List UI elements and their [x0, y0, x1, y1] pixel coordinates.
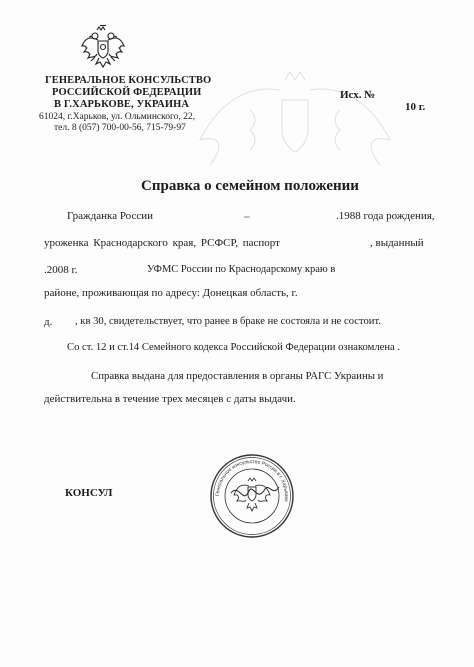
body-line-2b: , выданный: [370, 237, 424, 249]
body-line-2a: уроженка Краснодарского края, РСФСР, паспорт: [44, 237, 280, 249]
body-line-7: Справка выдана для предоставления в органы РАГС Украины и: [91, 370, 384, 382]
consulate-name-line1: ГЕНЕРАЛЬНОЕ КОНСУЛЬСТВО: [45, 75, 212, 86]
body-line-1a: Гражданка России: [67, 210, 153, 222]
signature-scribble: [231, 487, 279, 496]
consulate-name-line3: В Г.ХАРЬКОВЕ, УКРАИНА: [54, 99, 190, 110]
document-title: Справка о семейном положении: [141, 178, 359, 194]
ink-speck: [244, 216, 250, 218]
body-line-3b: УФМС России по Краснодарскому краю в: [147, 264, 336, 275]
official-stamp-icon: [209, 453, 295, 539]
stamp-eagle-icon: [234, 478, 270, 511]
faded-emblem-watermark: [190, 70, 400, 190]
outgoing-date-year: 10 г.: [405, 101, 426, 113]
consulate-address: 61024, г.Харьков, ул. Ольминского, 22,: [39, 112, 196, 122]
coat-of-arms-emblem-icon: [80, 24, 126, 70]
consulate-phone: тел. 8 (057) 700-00-56, 715-79-97: [54, 123, 186, 133]
outgoing-number-label: Исх. №: [340, 89, 376, 101]
consulate-name-line2: РОССИЙСКОЙ ФЕДЕРАЦИИ: [52, 87, 202, 98]
body-line-1b: .1988 года рождения,: [336, 210, 435, 222]
stamp-ring-text: Генеральное консульство России в г. Харькове: [214, 458, 290, 503]
consul-signature-label: КОНСУЛ: [65, 487, 113, 499]
body-line-6: Со ст. 12 и ст.14 Семейного кодекса Российской Федерации ознакомлена .: [67, 342, 401, 353]
body-line-3a: .2008 г.: [44, 264, 78, 276]
body-line-8: действительна в течение трех месяцев с даты выдачи.: [44, 393, 296, 405]
body-line-5b: , кв 30, свидетельствует, что ранее в браке не состояла и не состоит.: [75, 316, 381, 327]
body-line-4: районе, проживающая по адресу: Донецкая область, г.: [44, 287, 298, 299]
body-line-5a: д.: [44, 316, 53, 328]
